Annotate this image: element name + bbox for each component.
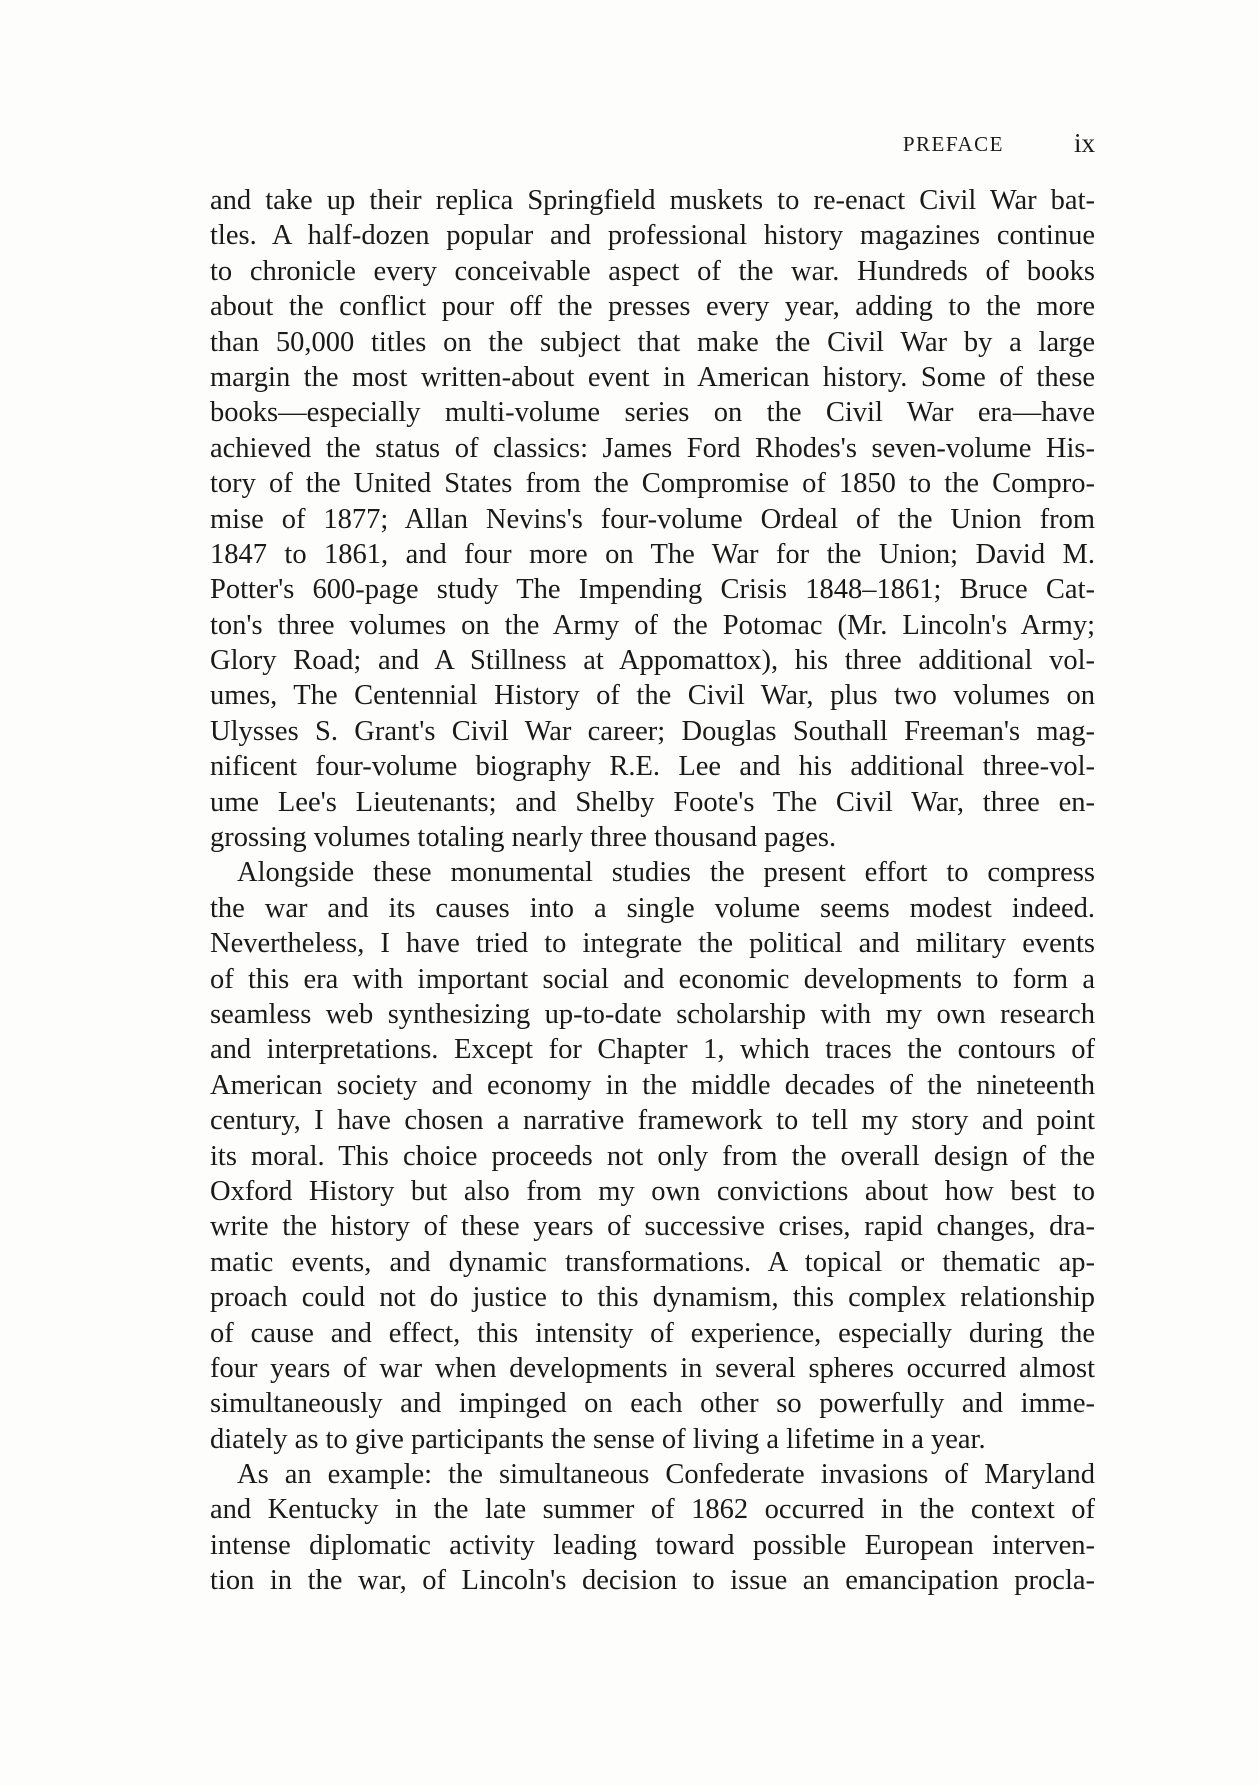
text-line: proach could not do justice to this dynamism, this complex relationship <box>210 1282 1095 1314</box>
text-line: mise of 1877; Allan Nevins's four-volume Ordeal of the Union from <box>210 503 1095 535</box>
text-line: the war and its causes into a single volume seems modest indeed. <box>210 892 1095 924</box>
text-line: American society and economy in the middle decades of the nineteenth <box>210 1069 1095 1101</box>
text-line: intense diplomatic activity leading toward possible European interven- <box>210 1529 1095 1561</box>
text-line: diately as to give participants the sense of living a lifetime in a year. <box>210 1423 986 1455</box>
text-line: achieved the status of classics: James Ford Rhodes's seven-volume His- <box>210 432 1095 464</box>
text-line: write the history of these years of successive crises, rapid changes, dra- <box>210 1211 1095 1243</box>
text-line: its moral. This choice proceeds not only from the overall design of the <box>210 1140 1095 1172</box>
text-line: tion in the war, of Lincoln's decision to issue an emancipation procla- <box>210 1565 1095 1597</box>
text-line: Glory Road; and A Stillness at Appomattox), his three additional vol- <box>210 645 1095 677</box>
text-line: than 50,000 titles on the subject that make the Civil War by a large <box>210 326 1095 358</box>
text-line: As an example: the simultaneous Confederate invasions of Maryland <box>237 1459 1095 1491</box>
page-number: ix <box>1073 128 1095 158</box>
text-line: umes, The Centennial History of the Civil War, plus two volumes on <box>210 680 1095 712</box>
text-line: seamless web synthesizing up-to-date scholarship with my own research <box>210 998 1095 1030</box>
text-line: tory of the United States from the Compromise of 1850 to the Compro- <box>210 468 1095 500</box>
text-line: Ulysses S. Grant's Civil War career; Douglas Southall Freeman's mag- <box>210 715 1095 747</box>
text-line: and take up their replica Springfield muskets to re-enact Civil War bat- <box>210 185 1095 216</box>
text-line: nificent four-volume biography R.E. Lee and his additional three-vol- <box>210 751 1095 783</box>
running-head <box>210 128 1095 164</box>
text-line: about the conflict pour off the presses every year, adding to the more <box>210 291 1095 323</box>
text-line: Potter's 600-page study The Impending Crisis 1848–1861; Bruce Cat- <box>210 574 1095 606</box>
paragraph-2 <box>210 855 1095 1457</box>
text-line: Nevertheless, I have tried to integrate the political and military events <box>210 928 1095 960</box>
text-line: tles. A half-dozen popular and professional history magazines continue <box>210 220 1095 252</box>
paragraph-1 <box>210 183 1095 855</box>
text-line: to chronicle every conceivable aspect of the war. Hundreds of books <box>210 255 1095 287</box>
body-text <box>210 183 1095 1599</box>
text-line: grossing volumes totaling nearly three thousand pages. <box>210 822 837 854</box>
text-line: Oxford History but also from my own convictions about how best to <box>210 1175 1095 1207</box>
text-line: four years of war when developments in several spheres occurred almost <box>210 1352 1095 1384</box>
text-line: margin the most written-about event in American history. Some of these <box>210 361 1095 393</box>
text-line: matic events, and dynamic transformations. A topical or thematic ap- <box>210 1246 1095 1278</box>
text-line: and Kentucky in the late summer of 1862 occurred in the context of <box>210 1494 1095 1526</box>
text-line: ume Lee's Lieutenants; and Shelby Foote's The Civil War, three en- <box>210 786 1095 818</box>
text-line: books—especially multi-volume series on the Civil War era—have <box>210 397 1095 429</box>
text-line: simultaneously and impinged on each other so powerfully and imme- <box>210 1388 1095 1420</box>
text-line: of cause and effect, this intensity of experience, especially during the <box>210 1317 1095 1349</box>
text-line: ton's three volumes on the Army of the Potomac (Mr. Lincoln's Army; <box>210 609 1095 641</box>
text-line: 1847 to 1861, and four more on The War for the Union; David M. <box>210 538 1095 570</box>
text-line: and interpretations. Except for Chapter 1, which traces the contours of <box>210 1034 1095 1066</box>
text-line: Alongside these monumental studies the present effort to compress <box>237 857 1095 889</box>
text-line: century, I have chosen a narrative framework to tell my story and point <box>210 1105 1095 1137</box>
paragraph-3 <box>210 1457 1095 1599</box>
text-line: of this era with important social and economic developments to form a <box>210 963 1095 995</box>
running-title: PREFACE <box>902 132 1004 156</box>
